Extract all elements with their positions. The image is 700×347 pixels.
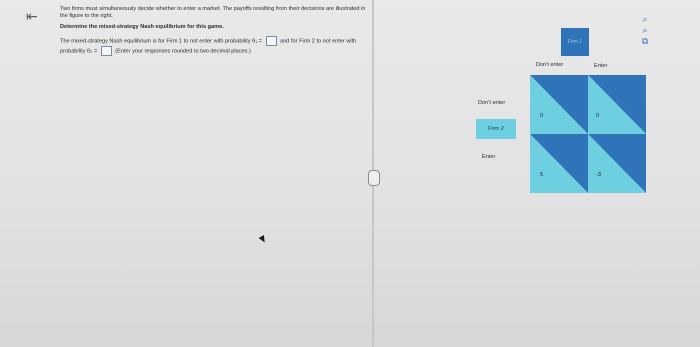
col-enter-label: Enter: [594, 63, 608, 69]
cell-enter-enter: [588, 134, 646, 193]
answer-part1: The mixed-strategy Nash equilibrium is for Firm 1 to not enter with probability θ₁ =: [60, 38, 262, 45]
row-enter-label: Enter: [482, 154, 496, 160]
answer-part3: Firm 2 to not enter with probability θ₂ =: [60, 38, 357, 55]
payoff-enter-dont: 5: [540, 172, 544, 178]
divider-handle[interactable]: [368, 170, 380, 186]
back-arrow-icon[interactable]: ⇤: [26, 8, 38, 24]
answer-line: [60, 36, 370, 56]
popout-icon[interactable]: ⧉: [641, 36, 649, 46]
firm2-label: Firm 2: [476, 119, 516, 139]
cell-enter-dont: [530, 134, 588, 193]
zoom-out-icon[interactable]: ⌕: [642, 25, 648, 35]
firm1-label: Firm 1: [561, 28, 589, 56]
zoom-in-icon[interactable]: ⌕: [642, 14, 648, 24]
row-dont-enter-label: Don't enter: [478, 100, 506, 106]
answer-part2: and for: [280, 38, 298, 45]
problem-instruction: Determine the mixed-strategy Nash equilibrium for this game.: [60, 24, 224, 31]
answer-note: (Enter your responses rounded to two decimal places.): [115, 48, 251, 55]
cell-dont-dont: [530, 75, 588, 134]
mouse-cursor-icon: [259, 235, 268, 244]
problem-text: [60, 6, 370, 60]
payoff-dont-enter: 0: [596, 113, 600, 119]
theta1-input[interactable]: [266, 36, 277, 46]
col-dont-enter-label: Don't enter: [536, 62, 564, 68]
payoff-matrix: [530, 75, 646, 193]
payoff-enter-enter: -3: [596, 172, 601, 178]
payoff-dont-dont: 0: [540, 113, 544, 119]
problem-intro: Two firms must simultaneously decide whether to enter a market. The payoffs resulting from their decisions are illustrated in the figure to the right.: [60, 6, 366, 20]
cell-dont-enter: [588, 75, 646, 134]
theta2-input[interactable]: [101, 46, 112, 56]
figure-tools: [639, 14, 653, 47]
